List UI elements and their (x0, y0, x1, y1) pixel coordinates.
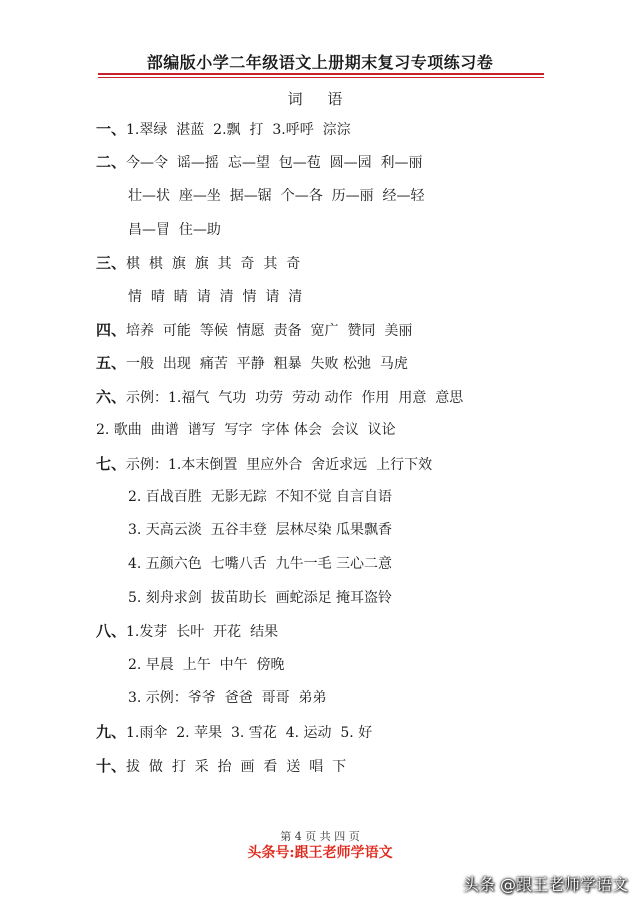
question-number: 六、 (96, 388, 127, 406)
answer-text: 情 晴 睛 请 清 情 请 清 (128, 289, 303, 305)
answer-line (96, 118, 351, 140)
answer-line (96, 755, 346, 777)
answer-line (128, 654, 285, 676)
question-number: 七、 (96, 455, 127, 473)
question-number: 五、 (96, 354, 127, 372)
answer-line (96, 453, 432, 475)
question-number: 八、 (96, 622, 127, 640)
answer-line (128, 587, 392, 609)
answer-line (96, 352, 408, 374)
answer-line (96, 620, 278, 642)
answer-text: 壮—状 座—坐 据—锯 个—各 历—丽 经—轻 (128, 188, 425, 204)
answer-text: 1.发芽 长叶 开花 结果 (126, 624, 279, 640)
answer-line (96, 386, 463, 408)
answer-text: 1.翠绿 湛蓝 2.飘 打 3.呼呼 淙淙 (126, 122, 351, 138)
answer-line (128, 486, 392, 508)
answer-text: 3. 示例：爷爷 爸爸 哥哥 弟弟 (128, 690, 327, 706)
answer-line (96, 419, 396, 441)
question-number: 二、 (96, 153, 127, 171)
question-number: 九、 (96, 723, 127, 741)
answer-text: 示例：1.本末倒置 里应外合 舍近求远 上行下效 (126, 457, 433, 473)
header-divider (98, 73, 544, 75)
answer-text: 示例：1.福气 气功 功劳 劳动 动作 作用 用意 意思 (126, 390, 464, 406)
answer-line (128, 553, 392, 575)
answer-line (128, 519, 392, 541)
answer-line (128, 687, 327, 709)
answer-line (96, 721, 372, 743)
watermark: 头条 @跟王老师学语文 (462, 875, 628, 894)
answer-text: 2. 早晨 上午 中午 傍晚 (128, 657, 285, 673)
answer-text: 拔 做 打 采 抬 画 看 送 唱 下 (126, 759, 347, 775)
page-title: 部编版小学二年级语文上册期末复习专项练习卷 (146, 53, 494, 72)
page-number: 第 4 页 共 四 页 (280, 830, 360, 843)
answer-line (96, 319, 412, 341)
answer-text: 昌—冒 住—助 (128, 222, 221, 238)
answer-text: 今—令 谣—摇 忘—望 包—苞 圆—园 利—丽 (126, 155, 423, 171)
section-title: 词 语 (287, 90, 353, 108)
question-number: 一、 (96, 120, 127, 138)
answer-text: 2. 歌曲 曲谱 谱写 写字 字体 体会 会议 议论 (96, 422, 396, 438)
header-divider-thin (98, 77, 544, 78)
answer-line (128, 185, 425, 207)
answer-line (128, 219, 221, 241)
question-number: 三、 (96, 254, 127, 272)
answer-line (128, 286, 302, 308)
answer-text: 4. 五颜六色 七嘴八舌 九牛一毛 三心二意 (128, 556, 393, 572)
question-number: 十、 (96, 757, 127, 775)
answer-text: 1.雨伞 2. 苹果 3. 雪花 4. 运动 5. 好 (126, 725, 373, 741)
answer-text: 5. 刻舟求剑 拔苗助长 画蛇添足 掩耳盗铃 (128, 590, 393, 606)
question-number: 四、 (96, 321, 127, 339)
answer-text: 培养 可能 等候 情愿 责备 宽广 赞同 美丽 (126, 323, 413, 339)
answer-text: 3. 天高云淡 五谷丰登 层林尽染 瓜果飘香 (128, 522, 393, 538)
answer-line (96, 151, 423, 173)
answer-text: 2. 百战百胜 无影无踪 不知不觉 自言自语 (128, 489, 393, 505)
answer-text: 一般 出现 痛苦 平静 粗暴 失败 松弛 马虎 (126, 356, 408, 372)
answer-line (96, 252, 300, 274)
brand-label: 头条号:跟王老师学语文 (247, 845, 393, 861)
answer-text: 棋 棋 旗 旗 其 奇 其 奇 (126, 256, 301, 272)
